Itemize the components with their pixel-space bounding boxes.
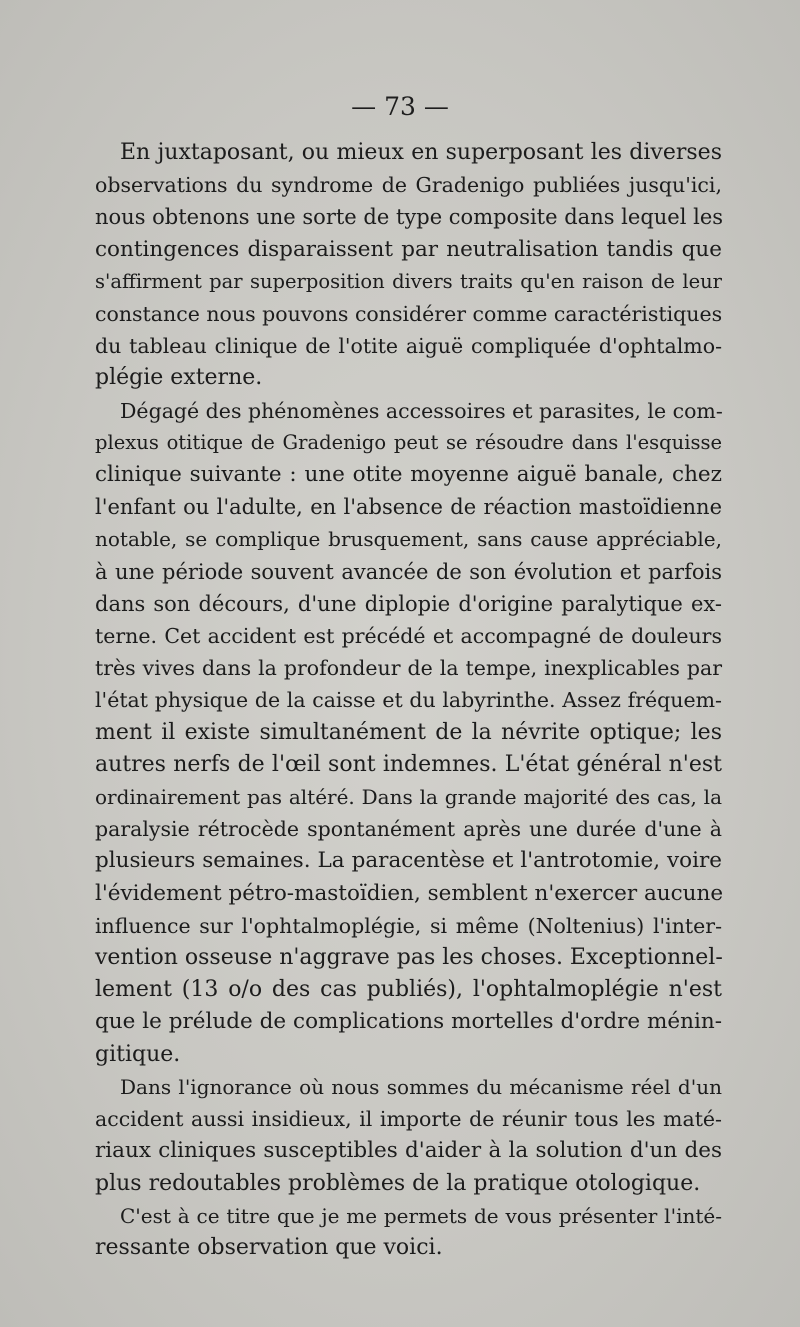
text-line: paralysie rétrocède spontanément après une durée d'une à [95, 817, 722, 842]
text-line: Dans l'ignorance où nous sommes du mécanisme réel d'un [120, 1074, 722, 1099]
paragraph-1 [95, 137, 722, 395]
text-line: contingences disparaissent par neutralisation tandis que [95, 236, 722, 262]
text-line: accident aussi insidieux, il importe de réunir tous les maté- [95, 1107, 722, 1132]
text-line: plusieurs semaines. La paracentèse et l'antrotomie, voire [95, 848, 722, 874]
text-line: s'affirment par superposition divers traits qu'en raison de leur [95, 269, 722, 293]
text-line: riaux cliniques susceptibles d'aider à la solution d'un des [95, 1138, 722, 1164]
text-line: vention osseuse n'aggrave pas les choses. Exceptionnel- [95, 945, 723, 971]
text-line: plégie externe. [95, 365, 263, 391]
text-line: gitique. [95, 1041, 181, 1067]
text-line: nous obtenons une sorte de type composite dans lequel les [95, 205, 724, 230]
text-line: lement (13 o/o des cas publiés), l'ophtalmoplégie n'est [95, 977, 722, 1003]
text-line: que le prélude de complications mortelles d'ordre ménin- [95, 1009, 722, 1035]
text-line: ordinairement pas altéré. Dans la grande majorité des cas, la [95, 785, 722, 810]
text-line: très vives dans la profondeur de la tempe, inexplicables par [95, 656, 722, 681]
text-line: autres nerfs de l'œil sont indemnes. L'état général n'est [95, 751, 722, 777]
text-line: notable, se complique brusquement, sans cause appréciable, [95, 527, 722, 552]
text-line: ment il existe simultanément de la névrite optique; les [95, 719, 722, 745]
text-line: clinique suivante : une otite moyenne aiguë banale, chez [95, 462, 722, 488]
text-line: observations du syndrome de Gradenigo publiées jusqu'ici, [95, 173, 722, 198]
text-line: terne. Cet accident est précédé et accompagné de douleurs [95, 624, 722, 649]
text-line: constance nous pouvons considérer comme caractéristiques [95, 302, 723, 327]
paragraph-2 [95, 395, 722, 1071]
text-line: influence sur l'ophtalmoplégie, si même (Noltenius) l'inter- [95, 913, 722, 938]
text-line: En juxtaposant, ou mieux en superposant les diverses [120, 140, 722, 165]
text-line: l'état physique de la caisse et du labyrinthe. Assez fréquem- [95, 688, 722, 713]
text-line: du tableau clinique de l'otite aiguë compliquée d'ophtalmo- [95, 334, 722, 359]
body-text [95, 137, 722, 1264]
text-line: l'enfant ou l'adulte, en l'absence de réaction mastoïdienne [95, 495, 722, 520]
paragraph-3 [95, 1071, 722, 1200]
text-line: plexus otitique de Gradenigo peut se résoudre dans l'esquisse [95, 430, 722, 454]
text-line: l'évidement pétro-mastoïdien, semblent n'exercer aucune [95, 880, 724, 906]
text-line: Dégagé des phénomènes accessoires et parasites, le com- [120, 398, 723, 423]
page-number: — 73 — [351, 92, 449, 121]
paragraph-4 [95, 1200, 722, 1264]
text-line: plus redoutables problèmes de la pratique otologique. [95, 1170, 701, 1196]
text-line: à une période souvent avancée de son évolution et parfois [95, 559, 722, 584]
text-line: dans son décours, d'une diplopie d'origine paralytique ex- [95, 591, 722, 616]
text-line: ressante observation que voici. [95, 1234, 443, 1260]
text-line: C'est à ce titre que je me permets de vous présenter l'inté- [120, 1203, 722, 1228]
